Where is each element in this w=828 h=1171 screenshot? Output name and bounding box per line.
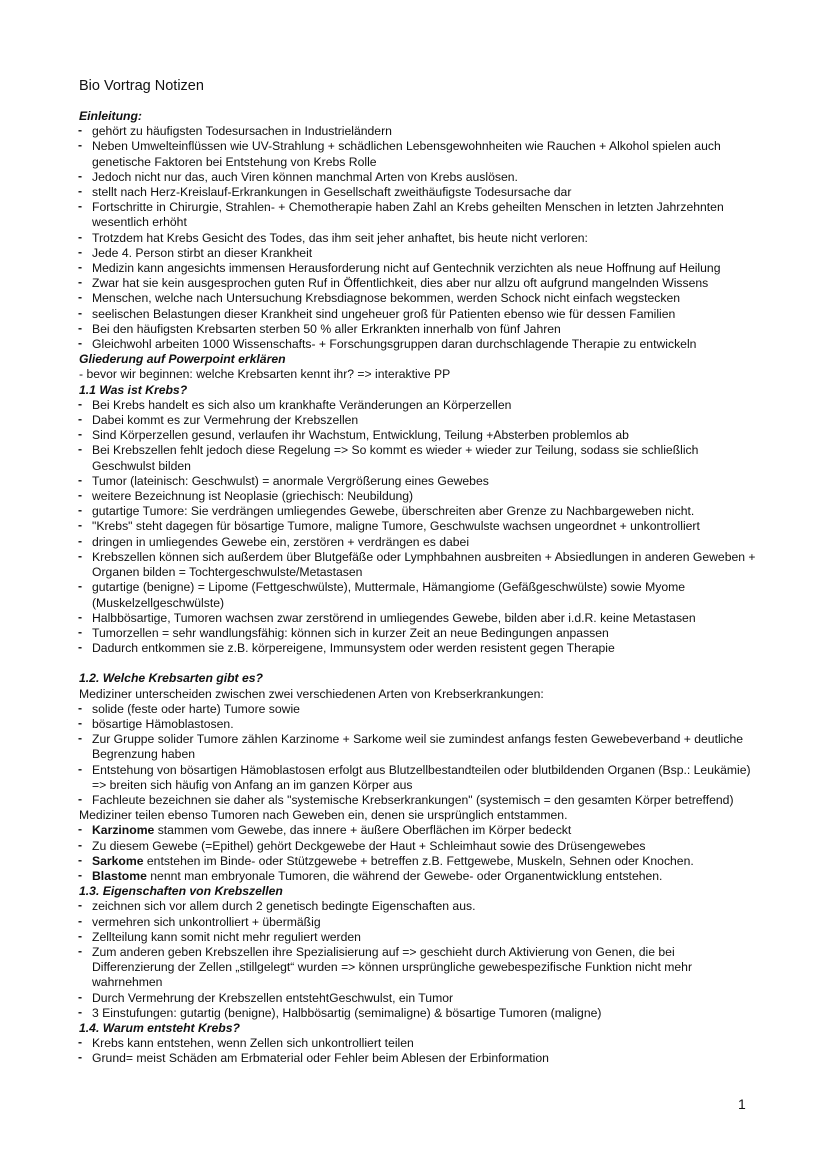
list-item: - Zellteilung kann somit nicht mehr reguliert werden — [79, 930, 759, 945]
term-description: nennt man embryonale Tumoren, die während der Gewebe- oder Organentwicklung entstehen. — [146, 868, 663, 883]
krebsarten-intro: Mediziner unterscheiden zwischen zwei verschiedenen Arten von Krebserkrankungen: — [79, 686, 544, 701]
document-title: Bio Vortrag Notizen — [79, 78, 204, 94]
list-item: - Krebs kann entstehen, wenn Zellen sich unkontrolliert teilen — [79, 1036, 759, 1051]
section-heading-warum: 1.4. Warum entsteht Krebs? — [79, 1020, 240, 1035]
list-item: - Zum anderen geben Krebszellen ihre Spezialisierung auf => geschieht durch Aktivierung von Genen, die bei Differenzierung der Zellen „stillgelegt“ wurden => können ursprüngliche gewebespezifische Funktion nicht mehr wahrnehmen — [79, 945, 759, 991]
tumor-gewebe-list — [79, 823, 759, 884]
list-item: - Halbbösartige, Tumoren wachsen zwar zerstörend in umliegendes Gewebe, bilden aber i.d.R. keine Metastasen — [79, 611, 759, 626]
list-item: - Bei Krebszellen fehlt jedoch diese Regelung => So kommt es wieder + wieder zur Teilung, sodass sie schließlich Geschwulst bilden — [79, 443, 759, 473]
term-blastome: Blastome — [92, 868, 147, 883]
section-heading-was-ist-krebs: 1.1 Was ist Krebs? — [79, 382, 188, 397]
warum-list — [79, 1036, 759, 1066]
gliederung-line: - bevor wir beginnen: welche Krebsarten kennt ihr? => interaktive PP — [79, 367, 451, 382]
list-item — [79, 823, 759, 838]
list-item: - weitere Bezeichnung ist Neoplasie (griechisch: Neubildung) — [79, 489, 759, 504]
list-item — [79, 839, 759, 854]
term-description: stammen vom Gewebe, das innere + äußere Oberflächen im Körper bedeckt — [154, 823, 572, 838]
einleitung-list — [79, 124, 759, 352]
section-heading-gliederung: Gliederung auf Powerpoint erklären — [79, 352, 286, 367]
page-number: 1 — [738, 1096, 746, 1112]
list-item: - 3 Einstufungen: gutartig (benigne), Halbbösartig (semimaligne) & bösartige Tumoren (maligne) — [79, 1006, 759, 1021]
list-item: - "Krebs" steht dagegen für bösartige Tumore, maligne Tumore, Geschwulste wachsen ungeordnet + unkontrolliert — [79, 519, 759, 534]
list-item: - Dadurch entkommen sie z.B. körpereigene, Immunsystem oder werden resistent gegen Therapie — [79, 641, 759, 656]
term-description: Zu diesem Gewebe (=Epithel) gehört Deckgewebe der Haut + Schleimhaut sowie des Drüsengewebes — [92, 838, 646, 853]
list-item: - Zwar hat sie kein ausgesprochen guten Ruf in Öffentlichkeit, dies aber nur allzu oft aufgrund mangelnden Wissens — [79, 276, 759, 291]
list-item: - Menschen, welche nach Untersuchung Krebsdiagnose bekommen, werden Schock nicht einfach wegstecken — [79, 291, 759, 306]
list-item: - vermehren sich unkontrolliert + übermäßig — [79, 915, 759, 930]
list-item: - gutartige Tumore: Sie verdrängen umliegendes Gewebe, überschreiten aber Grenze zu Nachbargeweben nicht. — [79, 504, 759, 519]
list-item: - zeichnen sich vor allem durch 2 genetisch bedingte Eigenschaften aus. — [79, 899, 759, 914]
list-item: - Jedoch nicht nur das, auch Viren können manchmal Arten von Krebs auslösen. — [79, 170, 759, 185]
list-item: - Trotzdem hat Krebs Gesicht des Todes, das ihm seit jeher anhaftet, bis heute nicht verloren: — [79, 231, 759, 246]
list-item — [79, 869, 759, 884]
list-item: - dringen in umliegendes Gewebe ein, zerstören + verdrängen es dabei — [79, 535, 759, 550]
list-item: - Tumor (lateinisch: Geschwulst) = anormale Vergrößerung eines Gewebes — [79, 474, 759, 489]
list-item: - Entstehung von bösartigen Hämoblastosen erfolgt aus Blutzellbestandteilen oder blutbildenden Organen (Bsp.: Leukämie) => breiten sich häufig von Anfang an im ganzen Körper aus — [79, 763, 759, 793]
list-item: - Sind Körperzellen gesund, verlaufen ihr Wachstum, Entwicklung, Teilung +Absterben problemlos ab — [79, 428, 759, 443]
list-item: - Neben Umwelteinflüssen wie UV-Strahlung + schädlichen Lebensgewohnheiten wie Rauchen + Alkohol spielen auch genetische Faktoren bei Entstehung von Krebs Rolle — [79, 139, 759, 169]
list-item: - Jede 4. Person stirbt an dieser Krankheit — [79, 246, 759, 261]
list-item: - Medizin kann angesichts immensen Herausforderung nicht auf Gentechnik verzichten als neue Hoffnung auf Heilung — [79, 261, 759, 276]
document-page — [79, 78, 759, 1067]
list-item: - Bei Krebs handelt es sich also um krankhafte Veränderungen an Körperzellen — [79, 398, 759, 413]
section-spacer — [79, 656, 759, 671]
section-heading-eigenschaften: 1.3. Eigenschaften von Krebszellen — [79, 884, 283, 899]
krebsarten-list — [79, 702, 759, 808]
term-description: entstehen im Binde- oder Stützgewebe + betreffen z.B. Fettgewebe, Muskeln, Sehnen oder Knochen. — [143, 853, 694, 868]
section-heading-krebsarten: 1.2. Welche Krebsarten gibt es? — [79, 671, 264, 686]
eigenschaften-list — [79, 899, 759, 1021]
list-item: - Gleichwohl arbeiten 1000 Wissenschafts- + Forschungsgruppen daran durchschlagende Therapie zu entwickeln — [79, 337, 759, 352]
list-item: - Krebszellen können sich außerdem über Blutgefäße oder Lymphbahnen ausbreiten + Absiedlungen in anderen Geweben + Organen bilden = Tochtergeschwulste/Metastasen — [79, 550, 759, 580]
list-item: - Grund= meist Schäden am Erbmaterial oder Fehler beim Ablesen der Erbinformation — [79, 1051, 759, 1066]
list-item: - stellt nach Herz-Kreislauf-Erkrankungen in Gesellschaft zweithäufigste Todesursache dar — [79, 185, 759, 200]
list-item: - Zur Gruppe solider Tumore zählen Karzinome + Sarkome weil sie zumindest anfangs festen Gewebeverband + deutliche Begrenzung haben — [79, 732, 759, 762]
list-item: - solide (feste oder harte) Tumore sowie — [79, 702, 759, 717]
list-item: - seelischen Belastungen dieser Krankheit sind ungeheuer groß für Patienten ebenso wie für dessen Familien — [79, 307, 759, 322]
list-item: - gehört zu häufigsten Todesursachen in Industrieländern — [79, 124, 759, 139]
list-item — [79, 854, 759, 869]
list-item: - gutartige (benigne) = Lipome (Fettgeschwülste), Muttermale, Hämangiome (Gefäßgeschwülste) sowie Myome (Muskelzellgeschwülste) — [79, 580, 759, 610]
list-item: - Dabei kommt es zur Vermehrung der Krebszellen — [79, 413, 759, 428]
section-heading-einleitung: Einleitung: — [79, 109, 142, 123]
term-sarkome: Sarkome — [92, 853, 144, 868]
list-item: - bösartige Hämoblastosen. — [79, 717, 759, 732]
krebsarten-intro-2: Mediziner teilen ebenso Tumoren nach Geweben ein, denen sie ursprünglich entstammen. — [79, 808, 568, 823]
was-ist-krebs-list — [79, 398, 759, 656]
list-item: - Fortschritte in Chirurgie, Strahlen- + Chemotherapie haben Zahl an Krebs geheilten Menschen in letzten Jahrzehnten wesentlich erhöht — [79, 200, 759, 230]
list-item: - Bei den häufigsten Krebsarten sterben 50 % aller Erkrankten innerhalb von fünf Jahren — [79, 322, 759, 337]
list-item: - Durch Vermehrung der Krebszellen entstehtGeschwulst, ein Tumor — [79, 991, 759, 1006]
list-item: - Tumorzellen = sehr wandlungsfähig: können sich in kurzer Zeit an neue Bedingungen anpassen — [79, 626, 759, 641]
term-karzinome: Karzinome — [92, 823, 155, 838]
list-item: - Fachleute bezeichnen sie daher als "systemische Krebserkrankungen" (systemisch = den gesamten Körper betreffend) — [79, 793, 759, 808]
